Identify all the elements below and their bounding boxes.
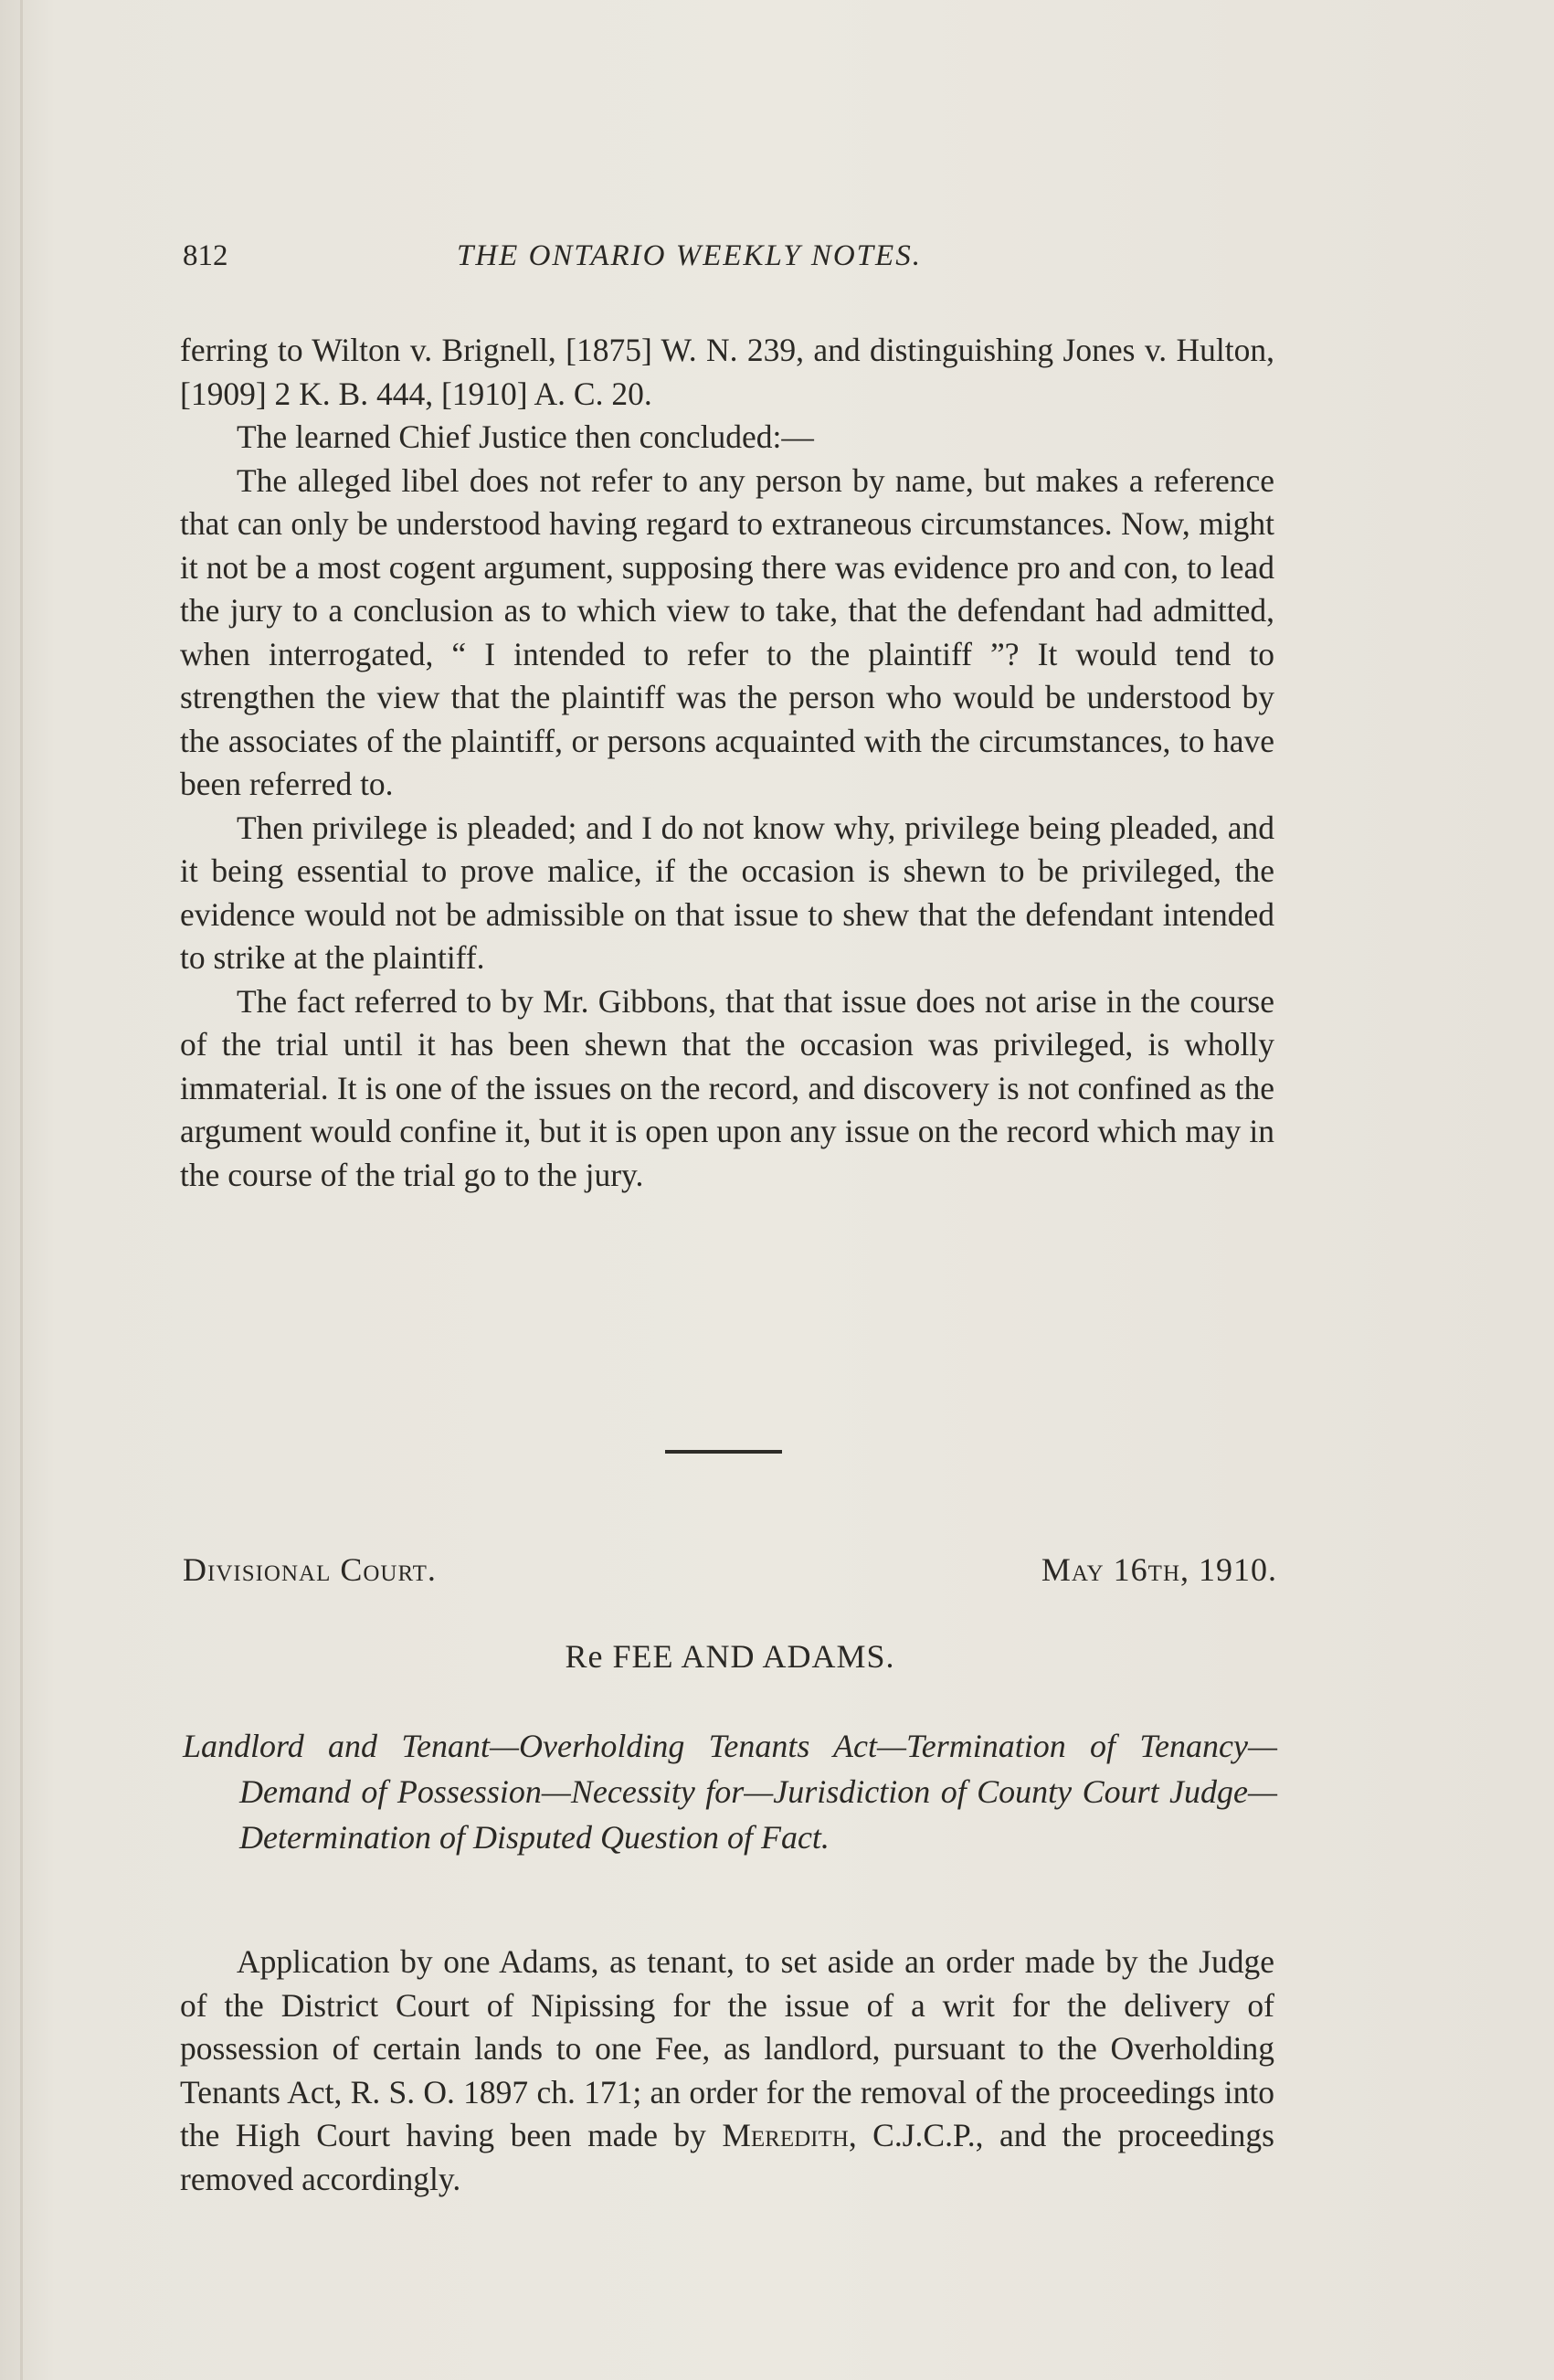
judge-name: Meredith xyxy=(722,2117,849,2153)
body-paragraph: The fact referred to by Mr. Gibbons, that that issue does not arise in the course of the trial until it has been shewn that the occasion was privileged, is wholly immaterial. It is one of the issues on the record, and discovery is not confined as the argument would confine it, but it is open upon any issue on the record which may in the course of the trial go to the jury. xyxy=(180,982,1274,1193)
continued-judgment-text xyxy=(180,329,1274,1197)
decision-date: May 16th, 1910. xyxy=(1041,1551,1277,1588)
case-title-text: Re FEE AND ADAMS. xyxy=(565,1638,895,1675)
application-text-end: , C.J.C.P., and the proceedings removed accordingly. xyxy=(180,2117,1274,2197)
application-text xyxy=(180,1941,1274,2201)
case-title xyxy=(183,1637,1277,1676)
application-paragraph xyxy=(180,1941,1274,2201)
section-divider-rule xyxy=(665,1450,782,1454)
application-text-start: Application by one Adams, as tenant, to set aside an order made by the Judge of the District Court of Nipissing for the issue of a writ for the delivery of possession of certain lands to one Fee, as landlord, pursuant to the Overholding Tenants Act, R. S. O. 1897 ch. 171; an order for the removal of the proceedings into the High Court having been made by xyxy=(180,1943,1274,2153)
body-paragraph: ferring to Wilton v. Brignell, [1875] W. N. 239, and distinguishing Jones v. Hulton, [1909] 2 K. B. 444, [1910] A. C. 20. xyxy=(180,332,1274,412)
running-header xyxy=(183,239,1274,285)
body-paragraph: The alleged libel does not refer to any person by name, but makes a reference that can only be understood having regard to extraneous circumstances. Now, might it not be a most cogent argument, supposing there was evidence pro and con, to lead the jury to a conclusion as to which view to take, that the defendant had admitted, when interrogated, “ I intended to refer to the plaintiff ”? It would tend to strengthen the view that the plaintiff was the person who would be understood by the associates of the plaintiff, or persons acquainted with the circumstances, to have been referred to. xyxy=(180,461,1274,802)
body-paragraph: The learned Chief Justice then concluded:— xyxy=(237,418,814,455)
headnote: Landlord and Tenant—Overholding Tenants Act—Termination of Tenancy—Demand of Possession—Necessity for—Jurisdiction of County Court Judge—Determination of Disputed Question of Fact. xyxy=(183,1728,1277,1856)
page-number: 812 xyxy=(183,239,228,272)
body-paragraph: Then privilege is pleaded; and I do not know why, privilege being pleaded, and it being essential to prove malice, if the occasion is shewn to be privileged, the evidence would not be admissible on that issue to shew that the defendant intended to strike at the plaintiff. xyxy=(180,809,1274,976)
court-name: Divisional Court. xyxy=(183,1551,437,1588)
running-title: THE ONTARIO WEEKLY NOTES. xyxy=(457,239,922,272)
page-binding-shadow xyxy=(20,0,23,2380)
